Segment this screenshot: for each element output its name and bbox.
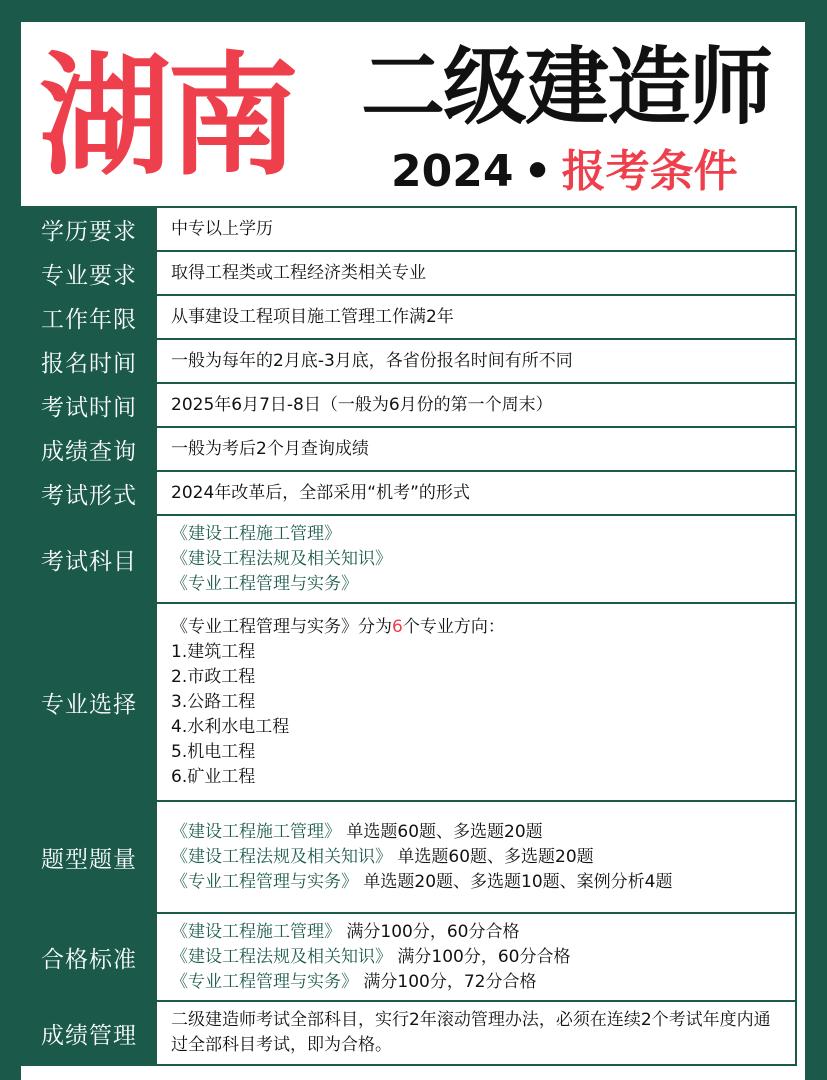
- major-intro: [171, 615, 783, 640]
- question-detail: 单选题60题、多选题20题: [397, 846, 594, 867]
- row-content: 一般为每年的2月底-3月底，各省份报名时间有所不同: [157, 340, 797, 382]
- major-intro-a: 《专业工程管理与实务》分为: [171, 616, 392, 637]
- row-content: [157, 802, 797, 912]
- table-row: [21, 340, 797, 384]
- table-row: [21, 208, 797, 252]
- province-title: 湖南: [39, 40, 295, 194]
- row-label: 工作年限: [21, 296, 157, 338]
- subtitle-text: 报考条件: [561, 146, 738, 197]
- question-detail: 单选题20题、多选题10题、案例分析4题: [363, 871, 673, 892]
- questions-row: [21, 802, 797, 914]
- table-row: [21, 428, 797, 472]
- passing-detail: 满分100分，60分合格: [397, 946, 571, 967]
- poster-card: [21, 22, 805, 1080]
- exam-title: 二级建造师: [361, 38, 772, 136]
- question-subject: 《建设工程施工管理》: [171, 821, 341, 842]
- row-label: 报名时间: [21, 340, 157, 382]
- major-item: 3.公路工程: [171, 691, 256, 712]
- dot-separator: •: [523, 146, 552, 197]
- subtitle: [391, 142, 738, 202]
- passing-subject: 《建设工程施工管理》: [171, 921, 341, 942]
- question-detail: 单选题60题、多选题20题: [346, 821, 543, 842]
- major-item: 6.矿业工程: [171, 766, 256, 787]
- row-label: 考试科目: [21, 516, 157, 602]
- major-count: 6: [392, 616, 403, 637]
- subject-item: 《建设工程法规及相关知识》: [171, 548, 392, 569]
- row-content: 2024年改革后，全部采用“机考”的形式: [157, 472, 797, 514]
- table-row: [21, 472, 797, 516]
- question-item: [171, 820, 783, 845]
- passing-item: [171, 920, 783, 945]
- row-label: 合格标准: [21, 914, 157, 1000]
- passing-item: [171, 970, 783, 995]
- subjects-row: [21, 516, 797, 604]
- row-content: 从事建设工程项目施工管理工作满2年: [157, 296, 797, 338]
- row-content: [157, 604, 797, 800]
- scores-row: [21, 1002, 797, 1066]
- question-subject: 《建设工程法规及相关知识》: [171, 846, 392, 867]
- row-label: 专业选择: [21, 604, 157, 800]
- row-label: 题型题量: [21, 802, 157, 912]
- row-content: 二级建造师考试全部科目，实行2年滚动管理办法，必须在连续2个考试年度内通过全部科目考试，即为合格。: [157, 1002, 797, 1064]
- major-item: 1.建筑工程: [171, 641, 256, 662]
- passing-row: [21, 914, 797, 1002]
- major-row: [21, 604, 797, 802]
- row-label: 成绩管理: [21, 1002, 157, 1064]
- row-content: 2025年6月7日-8日（一般为6月份的第一个周末）: [157, 384, 797, 426]
- table-row: [21, 296, 797, 340]
- question-item: [171, 870, 783, 895]
- table-row: [21, 252, 797, 296]
- row-label: 学历要求: [21, 208, 157, 250]
- major-intro-b: 个专业方向：: [402, 616, 505, 637]
- passing-detail: 满分100分，72分合格: [363, 971, 537, 992]
- passing-subject: 《专业工程管理与实务》: [171, 971, 358, 992]
- passing-detail: 满分100分，60分合格: [346, 921, 520, 942]
- table-row: [21, 384, 797, 428]
- question-subject: 《专业工程管理与实务》: [171, 871, 358, 892]
- row-content: [157, 516, 797, 602]
- passing-subject: 《建设工程法规及相关知识》: [171, 946, 392, 967]
- major-item: 4.水利水电工程: [171, 716, 290, 737]
- passing-item: [171, 945, 783, 970]
- year-label: 2024: [391, 146, 514, 197]
- major-item: 2.市政工程: [171, 666, 256, 687]
- row-content: 一般为考后2个月查询成绩: [157, 428, 797, 470]
- row-content: 中专以上学历: [157, 208, 797, 250]
- subject-item: 《建设工程施工管理》: [171, 523, 341, 544]
- row-content: [157, 914, 797, 1000]
- row-label: 成绩查询: [21, 428, 157, 470]
- row-content: 取得工程类或工程经济类相关专业: [157, 252, 797, 294]
- row-label: 考试形式: [21, 472, 157, 514]
- info-table: [21, 206, 797, 1066]
- row-label: 考试时间: [21, 384, 157, 426]
- row-label: 专业要求: [21, 252, 157, 294]
- major-item: 5.机电工程: [171, 741, 256, 762]
- subject-item: 《专业工程管理与实务》: [171, 573, 358, 594]
- question-item: [171, 845, 783, 870]
